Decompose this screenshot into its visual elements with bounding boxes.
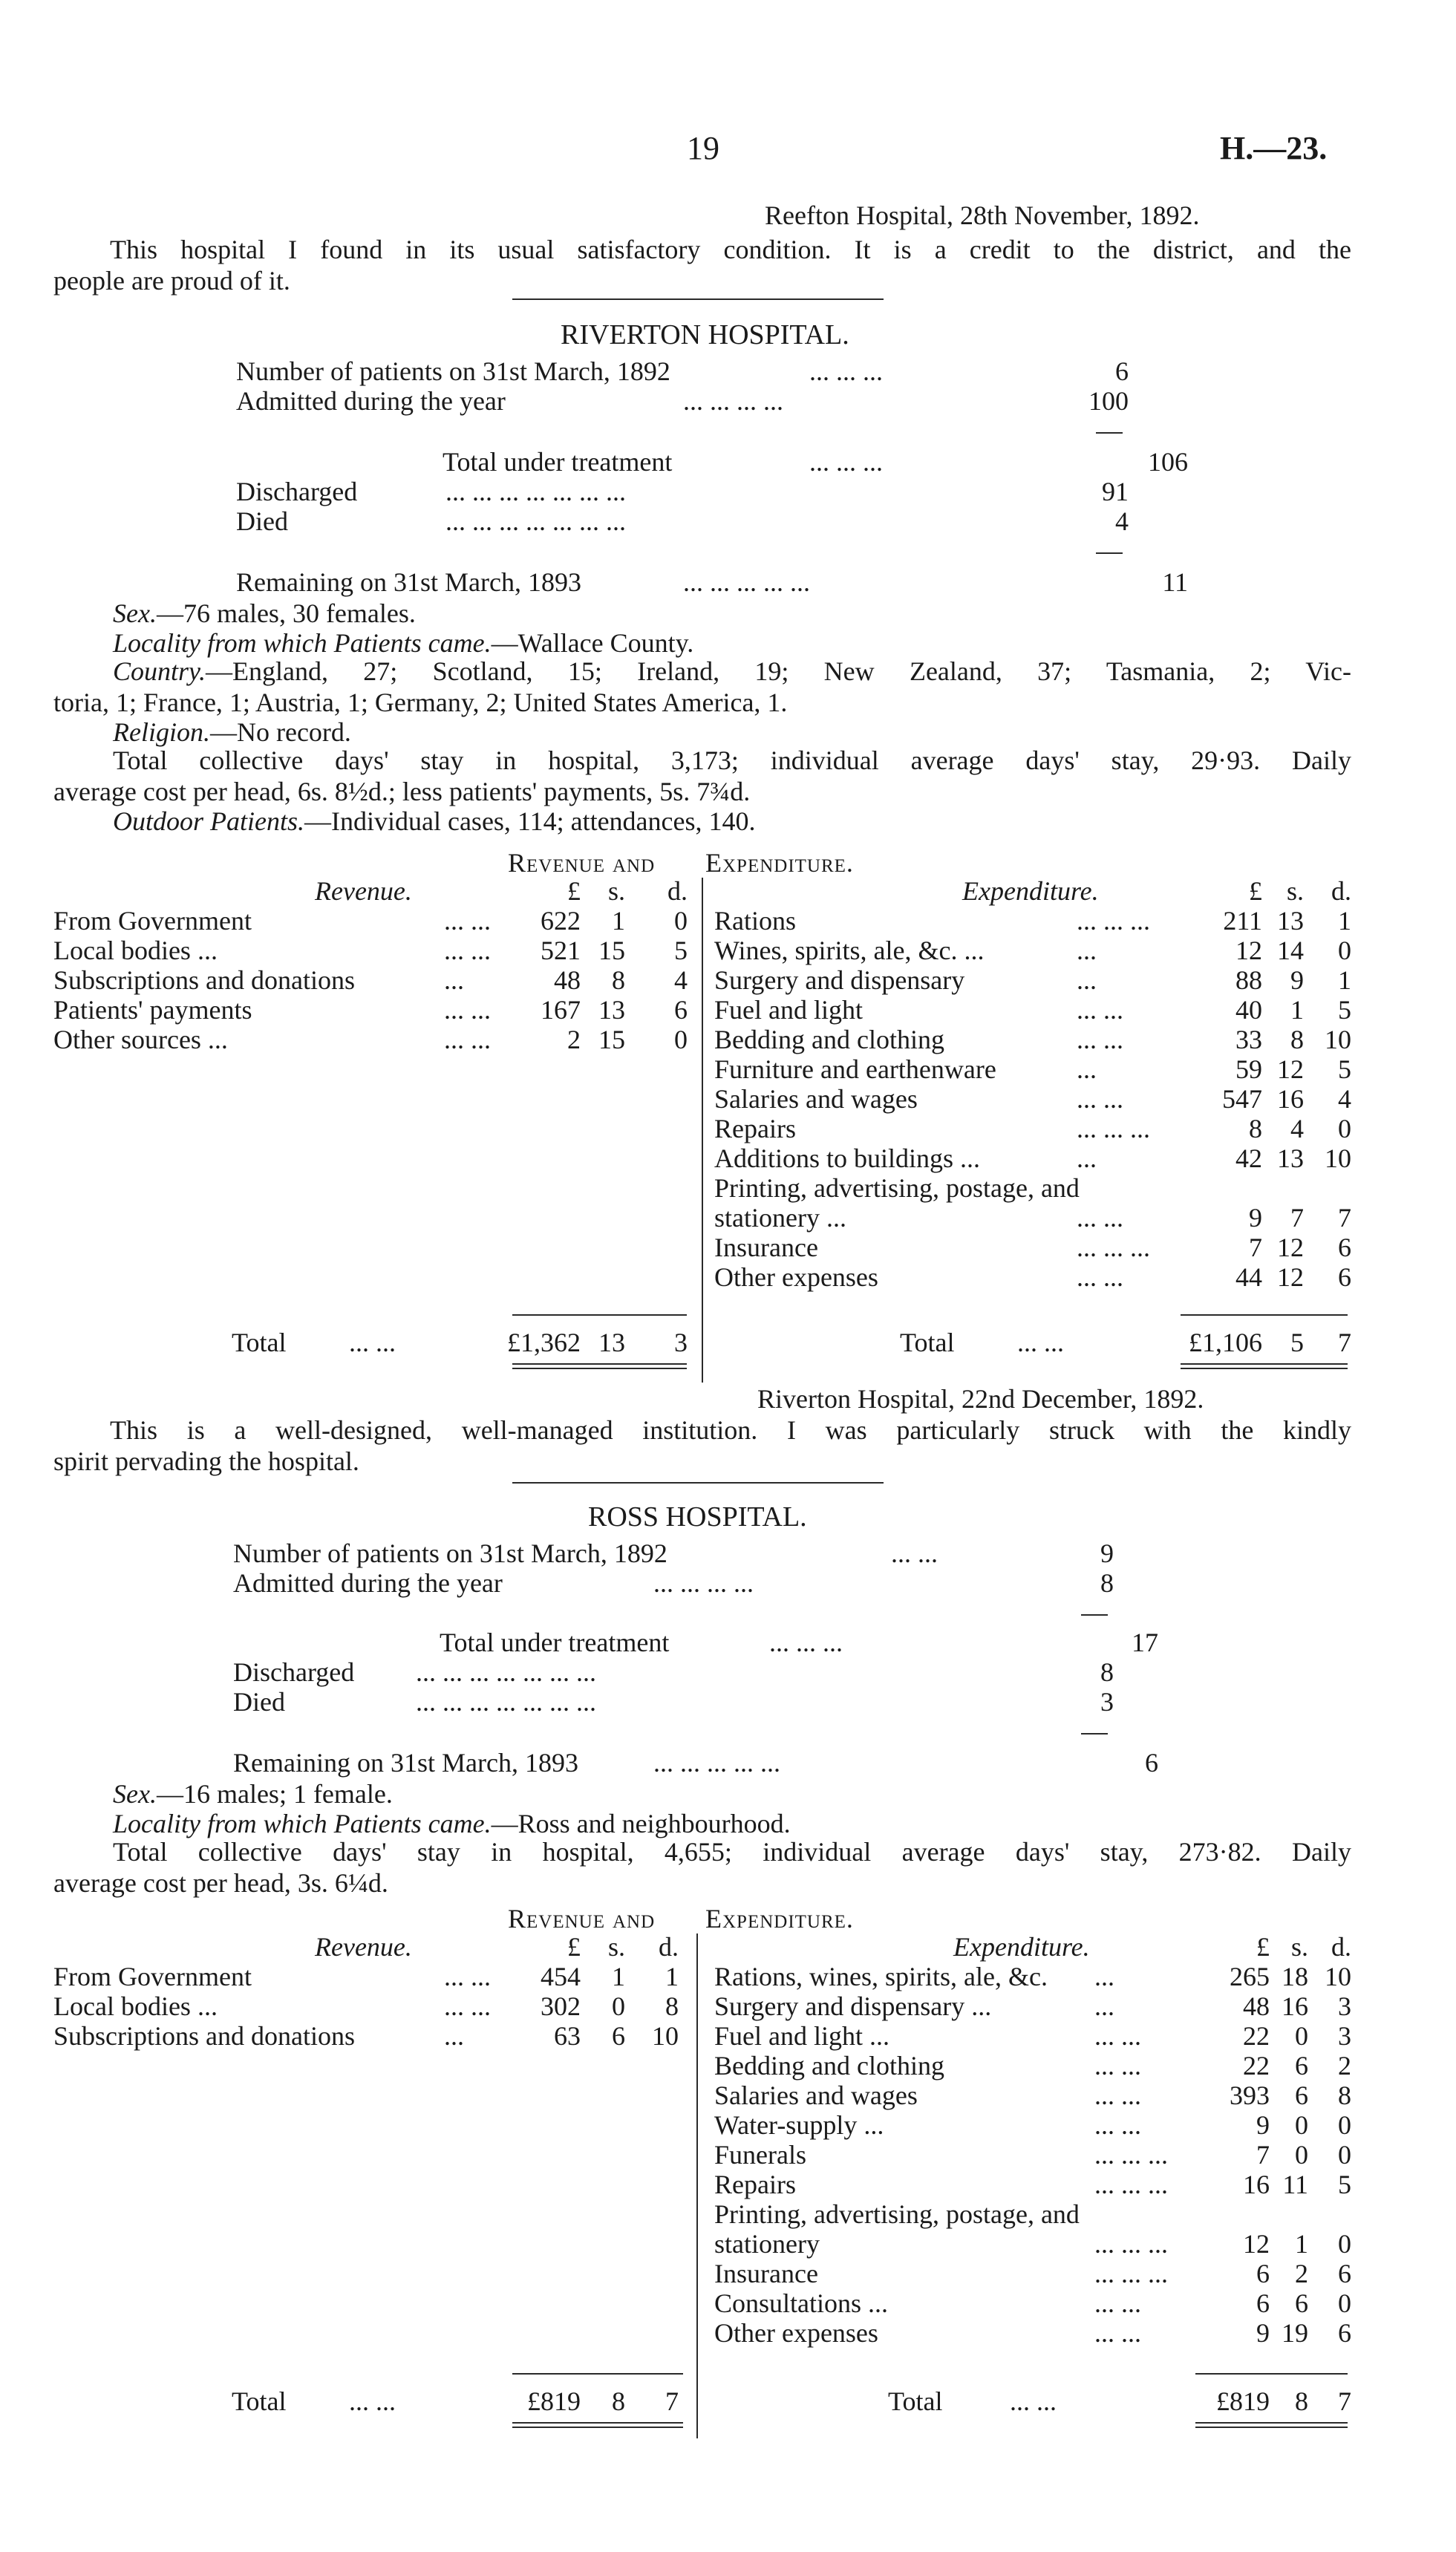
riverton-discharged-value: 91 [1102, 477, 1129, 506]
amount-pounds: 265 [1230, 1962, 1270, 1991]
riverton-total-label: Total under treatment [443, 447, 673, 477]
ross-discharged-value: 8 [1100, 1657, 1114, 1687]
amount-pounds: 88 [1235, 965, 1262, 995]
riverton-admitted-value: 100 [1088, 386, 1129, 416]
amount-shillings: 8 [1295, 2386, 1308, 2416]
riverton-outdoor: Outdoor Patients.—Individual cases, 114; attendances, 140. [113, 806, 756, 836]
amount-shillings: 0 [612, 1991, 625, 2021]
ross-re-heading-left: Revenue and [508, 1904, 656, 1933]
amount-pence: 6 [1338, 1262, 1351, 1292]
currency-header-pounds: £ [567, 876, 581, 906]
riverton-revenue-heading: Revenue. [315, 876, 412, 906]
amount-shillings: 9 [1290, 965, 1304, 995]
amount-shillings: 8 [612, 965, 625, 995]
table-row-label: Additions to buildings ... [714, 1143, 981, 1173]
amount-pounds: 44 [1235, 1262, 1262, 1292]
leader: ... ... [1077, 1203, 1123, 1233]
amount-shillings: 8 [1290, 1025, 1304, 1054]
amount-shillings: 16 [1282, 1991, 1308, 2021]
riverton-expenditure-heading: Expenditure. [962, 876, 1099, 906]
amount-shillings: 0 [1295, 2021, 1308, 2051]
reefton-text-line2: people are proud of it. [53, 266, 290, 296]
sum-rule [1096, 552, 1123, 554]
leader: ... ... ... [1094, 2259, 1168, 2288]
riverton-discharged-label: Discharged [236, 477, 358, 506]
amount-pounds: 12 [1235, 936, 1262, 965]
leader: ... [1077, 936, 1097, 965]
total-double-rule [512, 1363, 687, 1369]
leader: ... ... ... ... [683, 386, 783, 416]
ross-total-value: 17 [1132, 1628, 1158, 1657]
amount-pence: 2 [1338, 2051, 1351, 2081]
amount-pence: 5 [1338, 2170, 1351, 2199]
amount-pence: 3 [1338, 1991, 1351, 2021]
riverton-religion: Religion.—No record. [113, 717, 351, 747]
leader: ... ... [1077, 995, 1123, 1025]
amount-pounds: 59 [1235, 1054, 1262, 1084]
amount-shillings: 6 [1295, 2081, 1308, 2110]
leader: ... ... [1094, 2318, 1141, 2348]
amount-pounds: 393 [1230, 2081, 1270, 2110]
sum-rule [1096, 432, 1123, 434]
leader: ... ... ... [1094, 2170, 1168, 2199]
currency-header-pence: d. [667, 876, 688, 906]
leader: ... ... [1010, 2386, 1057, 2416]
amount-pounds: 2 [567, 1025, 581, 1054]
riverton-number-label: Number of patients on 31st March, 1892 [236, 356, 670, 386]
amount-shillings: 12 [1277, 1233, 1304, 1262]
amount-shillings: 2 [1295, 2259, 1308, 2288]
amount-pence: 0 [674, 906, 688, 936]
currency-header-pence: d. [1331, 1932, 1351, 1962]
section-divider [512, 1482, 884, 1484]
currency-header-shillings: s. [1290, 1932, 1308, 1962]
amount-shillings: 4 [1290, 1114, 1304, 1143]
leader: ... ... ... [1077, 1233, 1150, 1262]
amount-shillings: 1 [1290, 995, 1304, 1025]
total-rule [1181, 1314, 1348, 1316]
amount-pence: 8 [1338, 2081, 1351, 2110]
table-row-label: Total [900, 1328, 955, 1357]
riverton-re-heading-left: Revenue and [508, 848, 656, 878]
leader: ... ... [349, 1328, 396, 1357]
ross-number-label: Number of patients on 31st March, 1892 [233, 1538, 667, 1568]
table-row-label: Repairs [714, 1114, 796, 1143]
leader: ... [1094, 1962, 1114, 1991]
amount-pounds: 9 [1249, 1203, 1262, 1233]
leader: ... ... [1017, 1328, 1064, 1357]
riverton-locality: Locality from which Patients came.—Wallace County. [113, 628, 694, 658]
leader: ... ... ... ... [653, 1568, 754, 1598]
reefton-signoff: Reefton Hospital, 28th November, 1892. [765, 200, 1200, 230]
table-row-label: Total [232, 1328, 287, 1357]
table-row-label: Furniture and earthenware [714, 1054, 996, 1084]
currency-header-pounds: £ [1249, 876, 1262, 906]
table-row-label: Fuel and light ... [714, 2021, 889, 2051]
leader: ... [444, 2021, 464, 2051]
amount-shillings: 8 [612, 2386, 625, 2416]
riverton-remaining-label: Remaining on 31st March, 1893 [236, 567, 581, 597]
amount-shillings: 6 [612, 2021, 625, 2051]
riverton-died-value: 4 [1115, 506, 1129, 536]
amount-shillings: 11 [1282, 2170, 1308, 2199]
amount-pounds: 22 [1243, 2021, 1270, 2051]
riverton-died-label: Died [236, 506, 288, 536]
amount-pounds: £819 [1216, 2386, 1270, 2416]
ross-died-value: 3 [1100, 1687, 1114, 1717]
amount-shillings: 0 [1295, 2140, 1308, 2170]
leader: ... ... [1094, 2081, 1141, 2110]
amount-pounds: 33 [1235, 1025, 1262, 1054]
riverton-number-value: 6 [1115, 356, 1129, 386]
amount-pence: 7 [1338, 1203, 1351, 1233]
ross-locality: Locality from which Patients came.—Ross and neighbourhood. [113, 1809, 791, 1838]
amount-pence: 10 [652, 2021, 679, 2051]
amount-pounds: 22 [1243, 2051, 1270, 2081]
table-row-label: Surgery and dispensary [714, 965, 965, 995]
ross-total-label: Total under treatment [440, 1628, 670, 1657]
leader: ... ... [1094, 2021, 1141, 2051]
table-row-label: Water-supply ... [714, 2110, 884, 2140]
riverton-signoff: Riverton Hospital, 22nd December, 1892. [757, 1384, 1204, 1414]
leader: ... ... ... [769, 1628, 843, 1657]
table-row-label: Repairs [714, 2170, 796, 2199]
reefton-text-line1: This hospital I found in its usual satisfactory condition. It is a credit to the district, and the [110, 235, 1351, 264]
leader: ... ... ... [1094, 2140, 1168, 2170]
currency-header-shillings: s. [1286, 876, 1304, 906]
amount-pounds: 16 [1243, 2170, 1270, 2199]
total-double-rule [1195, 2422, 1348, 2428]
table-divider [696, 1933, 698, 2438]
amount-pence: 0 [1338, 2110, 1351, 2140]
amount-pounds: 521 [541, 936, 581, 965]
ross-died-label: Died [233, 1687, 285, 1717]
leader: ... ... [444, 936, 491, 965]
currency-header-pence: d. [1331, 876, 1351, 906]
table-row-label: Total [888, 2386, 943, 2416]
amount-pounds: 454 [541, 1962, 581, 1991]
table-row-label: Other expenses [714, 1262, 878, 1292]
table-row-label: Rations [714, 906, 797, 936]
leader: ... ... [444, 995, 491, 1025]
currency-header-pounds: £ [567, 1932, 581, 1962]
table-row-label: Local bodies ... [53, 1991, 218, 2021]
amount-pence: 0 [1338, 936, 1351, 965]
amount-pounds: 42 [1235, 1143, 1262, 1173]
amount-pounds: 40 [1235, 995, 1262, 1025]
amount-pence: 4 [1338, 1084, 1351, 1114]
table-row-label: Printing, advertising, postage, and [714, 1173, 1080, 1203]
amount-pounds: 7 [1249, 1233, 1262, 1262]
amount-pounds: 7 [1256, 2140, 1270, 2170]
amount-pence: 5 [674, 936, 688, 965]
amount-pence: 6 [1338, 2318, 1351, 2348]
amount-pence: 10 [1325, 1025, 1351, 1054]
table-row-label: Printing, advertising, postage, and [714, 2199, 1080, 2229]
riverton-title: RIVERTON HOSPITAL. [561, 319, 849, 350]
table-row-label: Funerals [714, 2140, 806, 2170]
currency-header-pounds: £ [1256, 1932, 1270, 1962]
amount-pounds: 8 [1249, 1114, 1262, 1143]
amount-shillings: 6 [1295, 2288, 1308, 2318]
amount-pence: 10 [1325, 1143, 1351, 1173]
riverton-sex: Sex.—76 males, 30 females. [113, 598, 416, 628]
amount-shillings: 16 [1277, 1084, 1304, 1114]
amount-shillings: 13 [598, 995, 625, 1025]
amount-pounds: 63 [554, 2021, 581, 2051]
ross-number-value: 9 [1100, 1538, 1114, 1568]
riverton-total-value: 106 [1148, 447, 1188, 477]
amount-pounds: 48 [1243, 1991, 1270, 2021]
leader: ... ... ... [1094, 2229, 1168, 2259]
riverton-re-heading-right: Expenditure. [705, 848, 854, 878]
ross-title: ROSS HOSPITAL. [588, 1501, 807, 1533]
table-row-label: Wines, spirits, ale, &c. ... [714, 936, 985, 965]
leader: ... ... ... ... ... ... ... [445, 477, 626, 506]
leader: ... ... ... ... ... [683, 567, 810, 597]
table-row-label: From Government [53, 1962, 252, 1991]
riverton-country-cont: toria, 1; France, 1; Austria, 1; Germany, 2; United States America, 1. [53, 688, 788, 717]
leader: ... [1077, 1054, 1097, 1084]
amount-pounds: 211 [1223, 906, 1262, 936]
leader: ... ... ... [809, 447, 883, 477]
amount-pence: 3 [1338, 2021, 1351, 2051]
ross-expenditure-heading: Expenditure. [953, 1932, 1090, 1962]
ross-stay-line1: Total collective days' stay in hospital, 4,655; individual average days' stay, 273·82. Daily [113, 1837, 1351, 1867]
total-double-rule [1181, 1363, 1348, 1369]
amount-pounds: 167 [541, 995, 581, 1025]
sum-rule [1081, 1733, 1108, 1734]
currency-header-pence: d. [659, 1932, 679, 1962]
table-row-label: Subscriptions and donations [53, 2021, 355, 2051]
amount-shillings: 1 [612, 1962, 625, 1991]
leader: ... ... ... [809, 356, 883, 386]
sum-rule [1081, 1614, 1108, 1616]
table-row-label: Local bodies ... [53, 936, 218, 965]
amount-pounds: 6 [1256, 2259, 1270, 2288]
leader: ... ... ... ... ... ... ... [416, 1687, 596, 1717]
amount-pence: 1 [1338, 965, 1351, 995]
amount-shillings: 13 [1277, 906, 1304, 936]
page-number: 19 [687, 130, 719, 166]
ross-sex: Sex.—16 males; 1 female. [113, 1779, 393, 1809]
document-code: H.—23. [1220, 130, 1328, 166]
amount-pence: 7 [1338, 1328, 1351, 1357]
table-row-label: Consultations ... [714, 2288, 889, 2318]
currency-header-shillings: s. [607, 1932, 625, 1962]
amount-shillings: 6 [1295, 2051, 1308, 2081]
leader: ... ... ... [1077, 906, 1150, 936]
ross-admitted-label: Admitted during the year [233, 1568, 503, 1598]
leader: ... [1077, 965, 1097, 995]
riverton-text-line1: This is a well-designed, well-managed institution. I was particularly struck with the kindly [110, 1415, 1351, 1445]
leader: ... ... [444, 1991, 491, 2021]
amount-shillings: 1 [1295, 2229, 1308, 2259]
amount-pounds: 9 [1256, 2318, 1270, 2348]
leader: ... ... ... ... ... [653, 1748, 780, 1778]
amount-shillings: 14 [1277, 936, 1304, 965]
leader: ... ... [444, 1025, 491, 1054]
amount-pence: 6 [674, 995, 688, 1025]
amount-shillings: 13 [598, 1328, 625, 1357]
table-row-label: Fuel and light [714, 995, 863, 1025]
table-row-label: Patients' payments [53, 995, 252, 1025]
amount-pence: 6 [1338, 1233, 1351, 1262]
amount-pounds: 547 [1222, 1084, 1262, 1114]
amount-pounds: £1,106 [1189, 1328, 1262, 1357]
amount-pence: 1 [665, 1962, 679, 1991]
total-rule [512, 2373, 683, 2375]
total-double-rule [512, 2422, 683, 2428]
table-divider [702, 878, 703, 1383]
leader: ... ... [1077, 1025, 1123, 1054]
amount-pence: 8 [665, 1991, 679, 2021]
table-row-label: stationery [714, 2229, 820, 2259]
amount-pounds: 302 [541, 1991, 581, 2021]
amount-shillings: 12 [1277, 1054, 1304, 1084]
amount-shillings: 7 [1290, 1203, 1304, 1233]
amount-pence: 7 [1338, 2386, 1351, 2416]
table-row-label: Total [232, 2386, 287, 2416]
amount-pounds: 6 [1256, 2288, 1270, 2318]
ross-stay-line2: average cost per head, 3s. 6¼d. [53, 1868, 388, 1898]
amount-shillings: 1 [612, 906, 625, 936]
table-row-label: Salaries and wages [714, 1084, 918, 1114]
amount-pence: 5 [1338, 1054, 1351, 1084]
amount-pence: 5 [1338, 995, 1351, 1025]
amount-pence: 1 [1338, 906, 1351, 936]
amount-shillings: 15 [598, 936, 625, 965]
amount-shillings: 0 [1295, 2110, 1308, 2140]
leader: ... ... [1077, 1262, 1123, 1292]
table-row-label: stationery ... [714, 1203, 846, 1233]
amount-pounds: 12 [1243, 2229, 1270, 2259]
amount-shillings: 19 [1282, 2318, 1308, 2348]
riverton-remaining-value: 11 [1162, 567, 1188, 597]
amount-shillings: 12 [1277, 1262, 1304, 1292]
amount-pence: 10 [1325, 1962, 1351, 1991]
table-row-label: Rations, wines, spirits, ale, &c. [714, 1962, 1048, 1991]
total-rule [1195, 2373, 1348, 2375]
amount-pence: 7 [665, 2386, 679, 2416]
amount-shillings: 13 [1277, 1143, 1304, 1173]
amount-shillings: 5 [1290, 1328, 1304, 1357]
amount-pence: 0 [1338, 2140, 1351, 2170]
section-divider [512, 298, 884, 300]
riverton-text-line2: spirit pervading the hospital. [53, 1446, 359, 1476]
amount-pence: 0 [674, 1025, 688, 1054]
riverton-stay-line1: Total collective days' stay in hospital, 3,173; individual average days' stay, 29·93. Daily [113, 745, 1351, 775]
leader: ... ... ... ... ... ... ... [416, 1657, 596, 1687]
leader: ... ... [1094, 2051, 1141, 2081]
table-row-label: Subscriptions and donations [53, 965, 355, 995]
table-row-label: Bedding and clothing [714, 2051, 944, 2081]
ross-revenue-heading: Revenue. [315, 1932, 412, 1962]
ross-remaining-value: 6 [1145, 1748, 1158, 1778]
amount-shillings: 18 [1282, 1962, 1308, 1991]
table-row-label: Insurance [714, 2259, 818, 2288]
table-row-label: Other sources ... [53, 1025, 228, 1054]
table-row-label: From Government [53, 906, 252, 936]
amount-pence: 0 [1338, 1114, 1351, 1143]
leader: ... [1077, 1143, 1097, 1173]
leader: ... ... [1094, 2288, 1141, 2318]
amount-pounds: 622 [541, 906, 581, 936]
leader: ... ... [444, 1962, 491, 1991]
ross-discharged-label: Discharged [233, 1657, 355, 1687]
table-row-label: Bedding and clothing [714, 1025, 944, 1054]
table-row-label: Insurance [714, 1233, 818, 1262]
table-row-label: Surgery and dispensary ... [714, 1991, 992, 2021]
leader: ... ... ... ... ... ... ... [445, 506, 626, 536]
amount-pence: 0 [1338, 2288, 1351, 2318]
ross-re-heading-right: Expenditure. [705, 1904, 854, 1933]
amount-shillings: 15 [598, 1025, 625, 1054]
leader: ... ... [349, 2386, 396, 2416]
leader: ... ... [891, 1538, 938, 1568]
leader: ... ... [1094, 2110, 1141, 2140]
amount-pence: 0 [1338, 2229, 1351, 2259]
total-rule [512, 1314, 687, 1316]
amount-pounds: £819 [527, 2386, 581, 2416]
amount-pence: 3 [674, 1328, 688, 1357]
leader: ... ... ... [1077, 1114, 1150, 1143]
amount-pence: 6 [1338, 2259, 1351, 2288]
leader: ... [1094, 1991, 1114, 2021]
ross-admitted-value: 8 [1100, 1568, 1114, 1598]
amount-pounds: 48 [554, 965, 581, 995]
leader: ... ... [444, 906, 491, 936]
riverton-admitted-label: Admitted during the year [236, 386, 506, 416]
riverton-stay-line2: average cost per head, 6s. 8½d.; less patients' payments, 5s. 7¾d. [53, 777, 751, 806]
leader: ... ... [1077, 1084, 1123, 1114]
table-row-label: Salaries and wages [714, 2081, 918, 2110]
amount-pounds: £1,362 [507, 1328, 581, 1357]
ross-remaining-label: Remaining on 31st March, 1893 [233, 1748, 578, 1778]
table-row-label: Other expenses [714, 2318, 878, 2348]
riverton-country: Country.—England, 27; Scotland, 15; Ireland, 19; New Zealand, 37; Tasmania, 2; Vic- [113, 656, 1351, 686]
currency-header-shillings: s. [607, 876, 625, 906]
amount-pence: 4 [674, 965, 688, 995]
amount-pounds: 9 [1256, 2110, 1270, 2140]
leader: ... [444, 965, 464, 995]
